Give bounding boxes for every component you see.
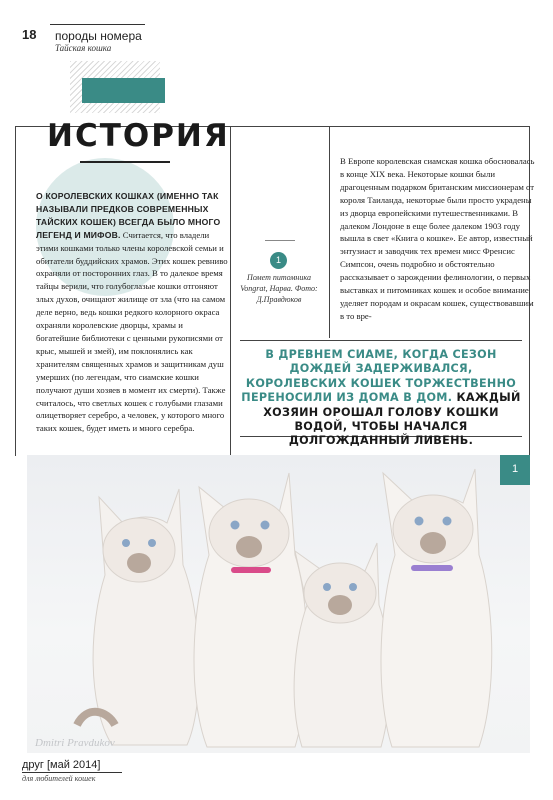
- magazine-issue: друг [май 2014]: [22, 759, 101, 771]
- kitten-1: [77, 489, 199, 745]
- column-divider-left: [230, 126, 231, 456]
- photo-caption: Помет питомника Vongrat, Нарва. Фото: Д.Правдюков: [240, 273, 318, 304]
- pull-quote-part-1: В ДРЕВНЕМ СИАМЕ, КОГДА СЕЗОН ДОЖДЕЙ ЗАДЕРЖИВАЛСЯ, КОРОЛЕВСКИХ КОШЕК ТОРЖЕСТВЕННО ПЕРЕНОСИЛИ ИЗ ДОМА В ДОМ.: [241, 348, 517, 405]
- column-divider-right: [329, 126, 330, 338]
- caption-rule: [265, 240, 295, 241]
- title-underline: [80, 161, 170, 163]
- header-rule: [50, 24, 145, 25]
- kitten-2: [194, 473, 307, 747]
- teal-block-decoration: [82, 78, 165, 103]
- photographer-watermark: Dmitri Pravdukov: [35, 737, 115, 749]
- caption-number-badge: 1: [270, 252, 287, 269]
- article-column-1: [36, 190, 228, 435]
- article-title: ИСТОРИЯ: [47, 118, 230, 154]
- kittens-photo: [27, 455, 530, 753]
- quote-top-rule: [240, 340, 522, 341]
- article-lead: О КОРОЛЕВСКИХ КОШКАХ (ИМЕННО ТАК НАЗЫВАЛИ ПРЕДКОВ СОВРЕМЕННЫХ ТАЙСКИХ КОШЕК) ВСЕГДА БЫЛО МНОГО ЛЕГЕНД И МИФОВ.: [36, 191, 221, 240]
- magazine-tagline: для любителей кошек: [22, 774, 96, 783]
- section-title: породы номера: [55, 29, 142, 43]
- kittens-illustration: [27, 455, 530, 753]
- kitten-3: [294, 543, 390, 747]
- article-col1-text: Считается, что владели этими кошками только члены королевской семьи и обитатели буддийских храмов. Этих кошек ревниво охраняли от посторонних глаз. В то далекое время тайцы верили, что голубоглазые кошки отгоняют злых духов, очищают жилище от зла (что на самом деле верно, ведь кошки редкого колорного окраса охраняли королевские дворцы, храмы и богатейшие библиотеки с ценными рукописями от крыс, мышей и змей), им поклонялись как хранителям священных храмов и защитникам душ умерших (по легендам, что сиамские кошки получают души хозяев в момент их смерти). Также считалось, что светлых кошек с голубыми глазами олицетворяет серебро, а человек, у которого много таких кошек, будет иметь и много серебра.: [36, 229, 228, 434]
- kitten-4: [381, 469, 492, 747]
- footer-rule: [22, 772, 122, 773]
- subsection-title: Тайская кошка: [55, 43, 112, 53]
- pull-quote: [240, 348, 522, 449]
- frame-left-rule: [15, 126, 16, 456]
- pull-quote-part-2: КАЖДЫЙ ХОЗЯИН ОРОШАЛ ГОЛОВУ КОШКИ ВОДОЙ, ЧТОБЫ НАЧАЛСЯ ДОЛГОЖДАННЫЙ ЛИВЕНЬ.: [263, 391, 521, 448]
- article-column-3: В Европе королевская сиамская кошка обосновалась в конце XIX века. Некоторые кошки были драгоценным подарком британским миссионерам от короля Таиланда, некоторые были просто украдены из дворца европейскими путешественниками. В далеком Лондоне в еще более далеком 1903 году вышла в свет «Книга о кошке». Ее автор, известный энтузиаст и заводчик тех времен мисс Френсис Симпсон, очень подробно и обстоятельно рассказывает о зарождении фелинологии, о первых выставках и питомниках кошек и особое внимание уделяет породам и окрасам кошек, существовавшим в то вре-: [340, 156, 535, 321]
- photo-number-badge: 1: [500, 455, 530, 485]
- page-number: 18: [22, 27, 37, 42]
